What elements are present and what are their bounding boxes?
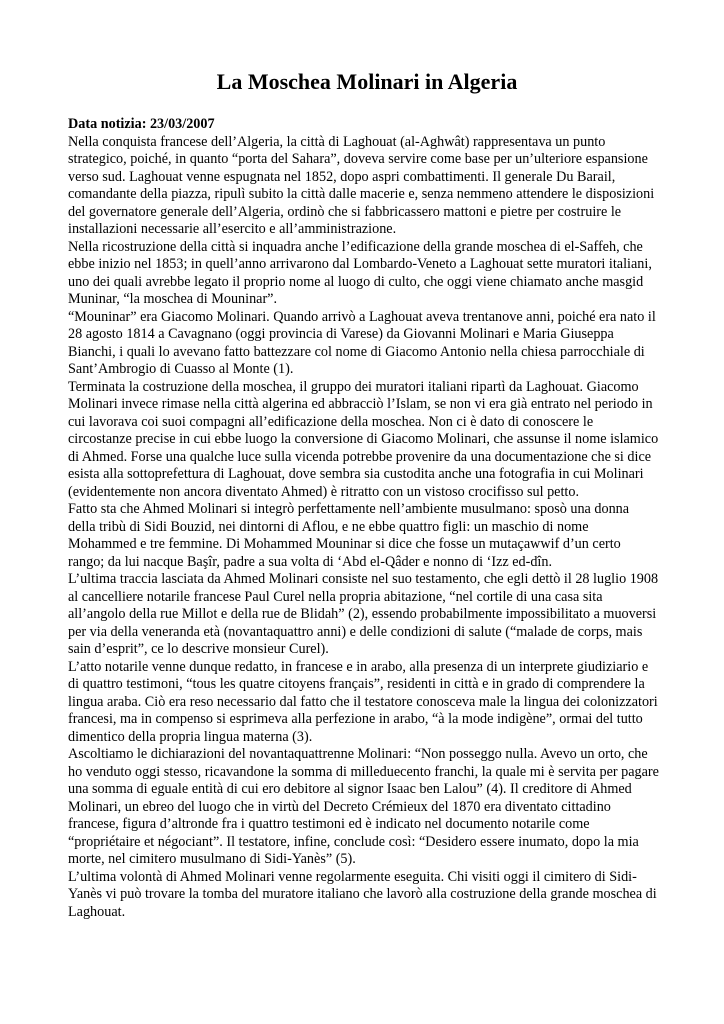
paragraph-4: Terminata la costruzione della moschea, il gruppo dei muratori italiani ripartì da Laghouat. Giacomo Molinari invece rimase nella città algerina ed abbracciò l’Islam, se non vi era già entrato nel periodo in cui lavorava coi suoi compagni all’edificazione della moschea. Non ci è dato di conoscere le circostanze precise in cui ebbe luogo la conversione di Giacomo Molinari, che assunse il nome islamico di Ahmed. Forse una qualche luce sulla vicenda potrebbe provenire da una documentazione che si dice esista alla sottoprefettura di Laghouat, dove sembra sia custodita anche una fotografia in cui Molinari (evidentemente non ancora diventato Ahmed) è ritratto con un vistoso crocifisso sul petto.: [68, 378, 659, 500]
paragraph-1: Nella conquista francese dell’Algeria, la città di Laghouat (al-Aghwât) rappresentava un punto strategico, poiché, in quanto “porta del Sahara”, doveva servire come base per un’ulteriore espansione verso sud. Laghouat venne espugnata nel 1852, dopo aspri combattimenti. Il generale Du Barail, comandante della piazza, ripulì subito la città dalle macerie e, senza nemmeno attendere le disposizioni del governatore generale dell’Algeria, ordinò che si fabbricassero mattoni e pietre per costruire le installazioni necessarie all’esercito e all’amministrazione.: [68, 133, 655, 237]
paragraph-3: “Mouninar” era Giacomo Molinari. Quando arrivò a Laghouat aveva trentanove anni, poiché era nato il 28 agosto 1814 a Cavagnano (oggi provincia di Varese) da Giovanni Molinari e Maria Giuseppa Bianchi, i quali lo avevano fatto battezzare col nome di Giacomo Antonio nella chiesa parrocchiale di Sant’Ambrogio di Cuasso al Monte (1).: [68, 308, 656, 377]
paragraph-5: Fatto sta che Ahmed Molinari si integrò perfettamente nell’ambiente musulmano: sposò una donna della tribù di Sidi Bouzid, nei dintorni di Aflou, e ne ebbe quattro figli: un maschio di nome Mohammed e tre femmine. Di Mohammed Mouninar si dice che fosse un mutaçawwif d’un certo rango; da lui nacque Başîr, padre a sua volta di ‘Abd el-Qâder e nonno di ‘Izz ed-dîn.: [68, 501, 630, 570]
paragraph-6: L’ultima traccia lasciata da Ahmed Molinari consiste nel suo testamento, che egli dettò il 28 luglio 1908 al cancelliere notarile francese Paul Curel nella propria abitazione, “nel cortile di una casa sita all’angolo della rue Millot e della rue de Blidah” (2), essendo probabilmente impossibilitato a muoversi per via della veneranda età (novantaquattro anni) e delle condizioni di salute (“malade de corps, mais sain d’esprit”, ce lo descrive monsieur Curel).: [68, 571, 659, 657]
paragraph-8: Ascoltiamo le dichiarazioni del novantaquattrenne Molinari: “Non posseggo nulla. Avevo un orto, che ho venduto oggi stesso, ricavandone la somma di milleduecento franchi, la quale mi è servita per pagare una somma di eguale entità di cui ero debitore al signor Isaac ben Lalou” (4). Il creditore di Ahmed Molinari, un ebreo del luogo che in virtù del Decreto Crémieux del 1870 era diventato cittadino francese, figura d’altronde fra i quattro testimoni ed è indicato nel documento notarile come “propriétaire et négociant”. Il testatore, infine, conclude così: “Desidero essere inumato, dopo la mia morte, nel cimitero musulmano di Sidi-Yanès” (5).: [68, 746, 659, 867]
paragraph-2: Nella ricostruzione della città si inquadra anche l’edificazione della grande moschea di el-Saffeh, che ebbe inizio nel 1853; in quell’anno arrivarono dal Lombardo-Veneto a Laghouat sette muratori italiani, uno dei quali avrebbe legato il proprio nome al luogo di culto, che oggi viene chiamato anche masgid Muninar, “la moschea di Mouninar”.: [68, 238, 652, 307]
paragraph-7: L’atto notarile venne dunque redatto, in francese e in arabo, alla presenza di un interprete giudiziario e di quattro testimoni, “tous les quatre citoyens français”, residenti in città e in grado di comprendere la lingua araba. Ciò era reso necessario dal fatto che il testatore conosceva male la lingua dei colonizzatori francesi, ma in compenso si esprimeva alla perfezione in arabo, “à la mode indigène”, ormai del tutto dimentico della propria lingua materna (3).: [68, 658, 658, 745]
paragraph-9: L’ultima volontà di Ahmed Molinari venne regolarmente eseguita. Chi visiti oggi il cimitero di Sidi-Yanès vi può trovare la tomba del muratore italiano che lavorò alla costruzione della grande moschea di Laghouat.: [68, 868, 657, 920]
news-date: Data notizia: 23/03/2007: [68, 116, 215, 132]
page-title: La Moschea Molinari in Algeria: [216, 69, 518, 94]
document-page: [68, 68, 660, 921]
